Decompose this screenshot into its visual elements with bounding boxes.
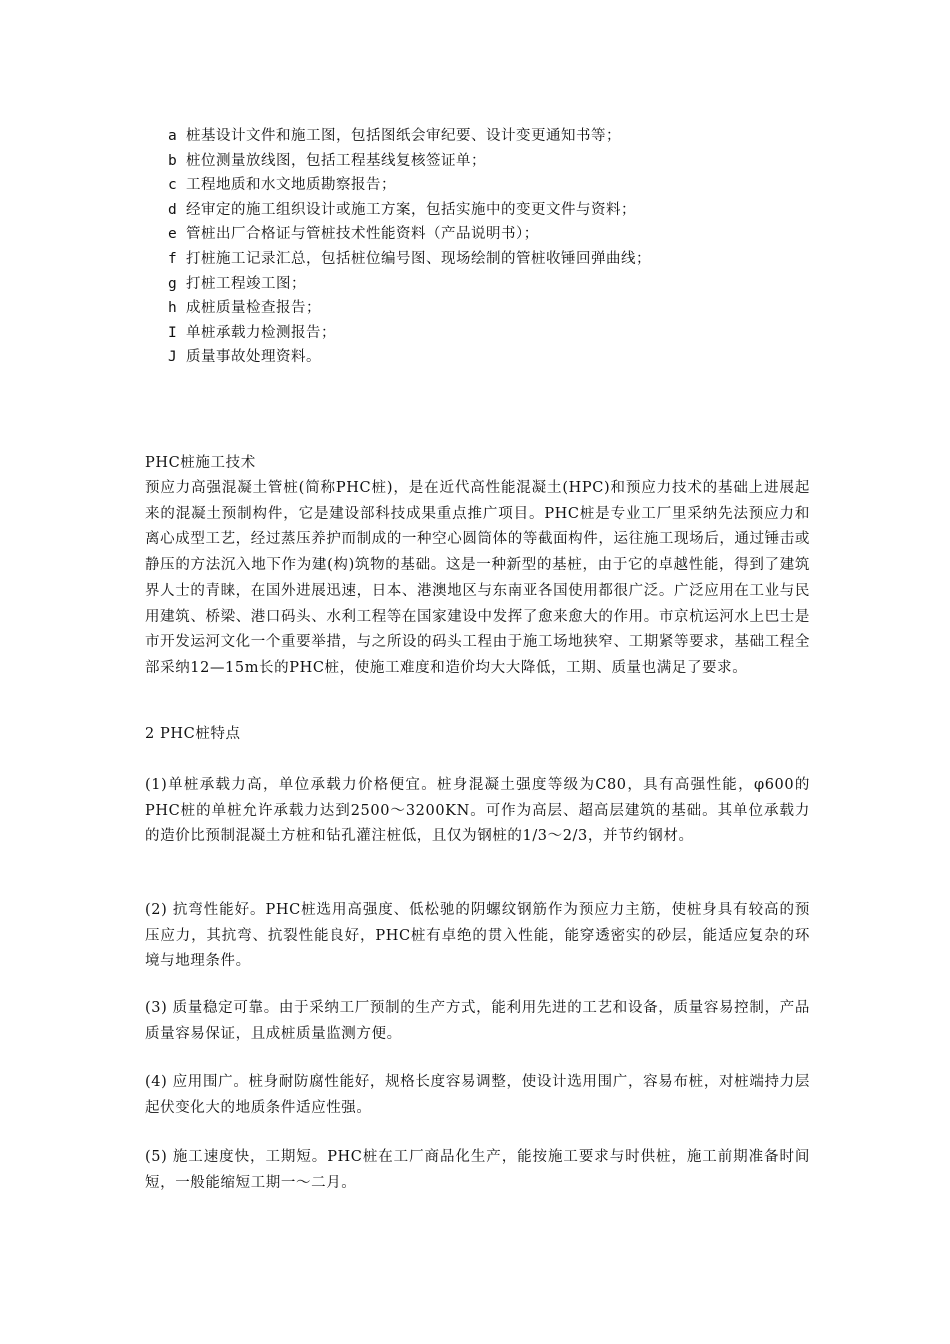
list-item <box>168 345 651 370</box>
list-item-text: 桩位测量放线图，包括工程基线复核签证单； <box>186 152 486 169</box>
list-item-marker: f <box>168 250 178 267</box>
list-item <box>168 149 651 174</box>
feature-paragraph-5: (5) 施工速度快，工期短。PHC桩在工厂商品化生产，能按施工要求与时供桩，施工前期准备时间短，一般能缩短工期一～二月。 <box>145 1149 810 1191</box>
list-item-marker: g <box>168 275 178 292</box>
construction-records-list <box>168 124 651 370</box>
list-item-text: 工程地质和水文地质勘察报告； <box>186 177 396 194</box>
feature-paragraph-2: (2) 抗弯性能好。PHC桩选用高强度、低松驰的阴螺纹钢筋作为预应力主筋，使桩身具有较高的预压应力，其抗弯、抗裂性能良好，PHC桩有卓绝的贯入性能，能穿透密实的砂层，能适应复杂的环境与地理条件。 <box>145 902 810 970</box>
list-item-marker: e <box>168 226 178 243</box>
list-item-text: 桩基设计文件和施工图，包括图纸会审纪要、设计变更通知书等； <box>186 128 621 144</box>
list-item-text: 成桩质量检查报告； <box>186 300 321 317</box>
feature-paragraph-1: (1)单桩承载力高，单位承载力价格便宜。桩身混凝土强度等级为C80，具有高强性能，φ600的PHC桩的单桩允许承载力达到2500～3200KN。可作为高层、超高层建筑的基础。其单位承载力的造价比预制混凝土方桩和钻孔灌注桩低，且仅为钢桩的1/3～2/3，并节约钢材。 <box>145 777 810 845</box>
list-item-text: 打桩施工记录汇总，包括桩位编号图、现场绘制的管桩收锤回弹曲线； <box>186 250 651 267</box>
list-item-marker: c <box>168 177 178 194</box>
list-item-marker: b <box>168 152 178 169</box>
list-item-marker: a <box>168 128 178 144</box>
list-item-text: 打桩工程竣工图； <box>186 275 306 292</box>
section-title: PHC桩施工技术 <box>145 455 256 471</box>
list-item <box>168 296 651 321</box>
list-item <box>168 198 651 223</box>
intro-paragraph: 预应力高强混凝土管桩(简称PHC桩)，是在近代高性能混凝土(HPC)和预应力技术的基础上进展起来的混凝土预制构件，它是建设部科技成果重点推广项目。PHC桩是专业工厂里采纳先法预应力和离心成型工艺，经过蒸压养护而制成的一种空心圆筒体的等截面构件，运往施工现场后，通过锤击或静压的方法沉入地下作为建(构)筑物的基础。这是一种新型的基桩，由于它的卓越性能，得到了建筑界人士的青睐，在国外进展迅速，日本、港澳地区与东南亚各国使用都很广泛。广泛应用在工业与民用建筑、桥梁、港口码头、水利工程等在国家建设中发挥了愈来愈大的作用。市京杭运河水上巴士是市开发运河文化一个重要举措，与之所设的码头工程由于施工场地狭窄、工期紧等要求，基础工程全部采纳12—15m长的PHC桩，使施工难度和造价均大大降低，工期、质量也满足了要求。 <box>145 480 810 676</box>
features-heading: 2 PHC桩特点 <box>145 726 241 742</box>
list-item <box>168 272 651 297</box>
list-item <box>168 173 651 198</box>
list-item <box>168 321 651 346</box>
list-item-text: 管桩出厂合格证与管桩技术性能资料（产品说明书）； <box>186 226 539 243</box>
list-item-marker: h <box>168 300 178 317</box>
list-item-marker: J <box>168 349 178 366</box>
list-item-marker: d <box>168 201 178 218</box>
list-item <box>168 247 651 272</box>
list-item-marker: I <box>168 324 178 341</box>
list-item-text: 质量事故处理资料。 <box>186 349 321 366</box>
feature-paragraph-3: (3) 质量稳定可靠。由于采纳工厂预制的生产方式，能利用先进的工艺和设备，质量容易控制，产品质量容易保证，且成桩质量监测方便。 <box>145 1000 810 1042</box>
list-item-text: 经审定的施工组织设计或施工方案，包括实施中的变更文件与资料； <box>186 201 636 218</box>
list-item <box>168 222 651 247</box>
feature-paragraph-4: (4) 应用围广。桩身耐防腐性能好，规格长度容易调整，使设计选用围广，容易布桩，对桩端持力层起伏变化大的地质条件适应性强。 <box>145 1074 810 1116</box>
list-item-text: 单桩承载力检测报告； <box>186 324 336 341</box>
list-item <box>168 124 651 149</box>
